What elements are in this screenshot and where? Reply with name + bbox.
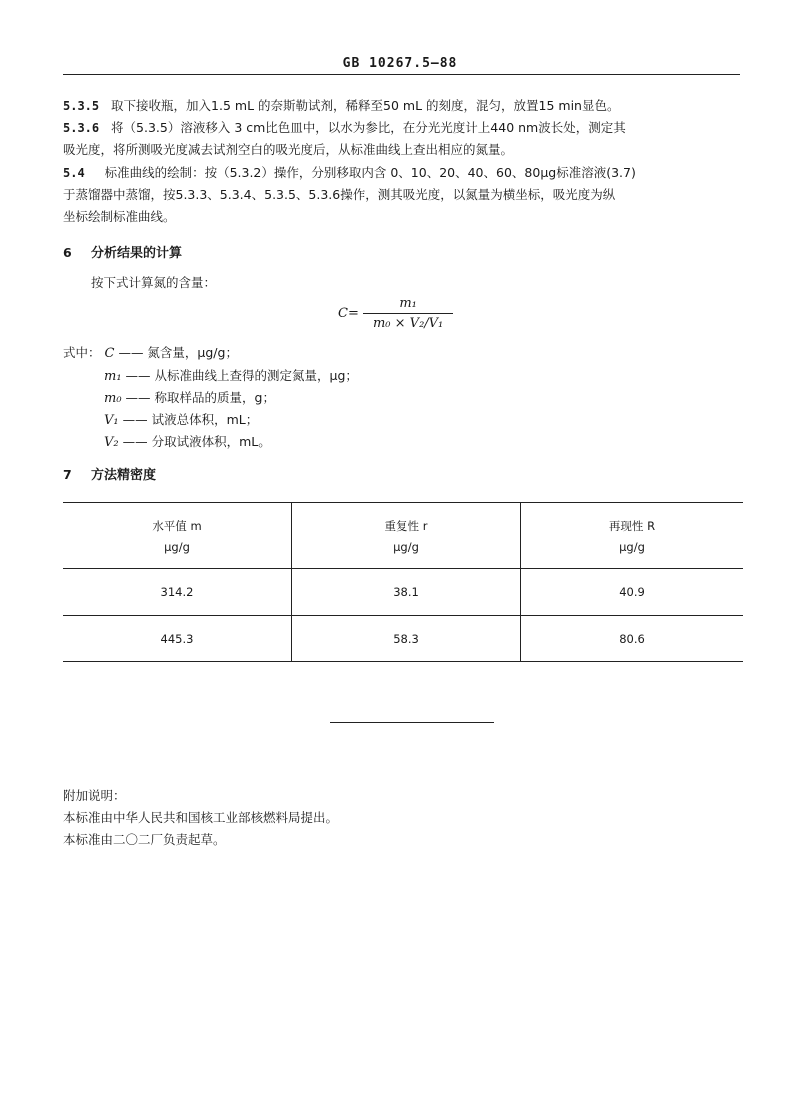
header-cell-reproducibility <box>521 503 744 569</box>
legend-symbol: C <box>104 346 115 361</box>
clause-text: 标准曲线的绘制：按（5.3.2）操作，分别移取内含 0、10、20、40、60、80μg标准溶液(3.7) <box>104 165 636 180</box>
table-cell: 445.3 <box>63 616 292 662</box>
paragraph-5-3-6 <box>63 118 626 138</box>
legend-text: —— 称取样品的质量，g； <box>125 390 275 405</box>
table-header-row <box>63 503 743 569</box>
legend-text: —— 氮含量，μg/g； <box>118 345 238 360</box>
nitrogen-formula <box>338 296 453 331</box>
formula-fraction <box>363 296 453 331</box>
clause-text-continued: 吸光度，将所测吸光度减去试剂空白的吸光度后，从标准曲线上查出相应的氮量。 <box>63 142 514 157</box>
paragraph-5-4 <box>63 163 636 183</box>
header-unit: μg/g <box>393 539 419 554</box>
clause-number: 5.3.5 <box>63 99 100 113</box>
table-row <box>63 569 743 616</box>
notes-line: 本标准由中华人民共和国核工业部核燃料局提出。 <box>63 810 339 825</box>
notes-title: 附加说明： <box>63 788 126 803</box>
table-cell: 314.2 <box>63 569 292 616</box>
legend-symbol: m₁ <box>104 369 122 384</box>
formula-legend-row <box>104 410 258 431</box>
table-row <box>63 616 743 662</box>
table-cell: 58.3 <box>292 616 521 662</box>
section-heading-7 <box>63 465 156 486</box>
formula-legend-row <box>63 343 238 364</box>
clause-text: 将（5.3.5）溶液移入 3 cm比色皿中，以水为参比，在分光光度计上440 nm波长处，测定其 <box>111 120 626 135</box>
table-cell: 80.6 <box>619 631 645 646</box>
clause-text-continued: 于蒸馏器中蒸馏，按5.3.3、5.3.4、5.3.5、5.3.6操作，测其吸光度，以氮量为横坐标，吸光度为纵 <box>63 187 616 202</box>
legend-symbol: m₀ <box>104 391 122 406</box>
section-heading-6 <box>63 243 182 264</box>
formula-legend-row <box>104 432 271 453</box>
clause-number: 5.4 <box>63 166 85 180</box>
header-cell-level <box>63 503 292 569</box>
formula-legend-row <box>104 366 358 387</box>
formula-numerator: m₁ <box>363 296 453 314</box>
legend-text: —— 分取试液体积，mL。 <box>122 434 271 449</box>
header-label: 重复性 r <box>384 518 428 533</box>
legend-symbol: V₂ <box>104 435 119 450</box>
precision-table <box>63 502 743 662</box>
legend-symbol: V₁ <box>104 413 119 428</box>
formula-lhs: C= <box>338 306 359 321</box>
header-label: 再现性 R <box>608 518 656 533</box>
formula-denominator: m₀ × V₂/V₁ <box>372 316 444 331</box>
end-of-standard-rule <box>330 722 494 723</box>
formula-intro: 按下式计算氮的含量： <box>91 275 217 290</box>
section-title: 分析结果的计算 <box>90 246 182 261</box>
clause-text: 取下接收瓶，加入1.5 mL 的奈斯勒试剂，稀释至50 mL 的刻度，混匀，放置15 min显色。 <box>111 98 620 113</box>
clause-number: 5.3.6 <box>63 121 100 135</box>
table-cell: 38.1 <box>292 569 521 616</box>
formula-legend-row <box>104 388 275 409</box>
notes-line: 本标准由二〇二厂负责起草。 <box>63 832 226 847</box>
header-label: 水平值 m <box>152 518 202 533</box>
table-cell: 40.9 <box>619 585 645 599</box>
legend-text: —— 试液总体积，mL； <box>122 412 259 427</box>
section-number: 7 <box>63 467 72 482</box>
legend-prefix: 式中： <box>63 345 101 360</box>
header-cell-repeatability <box>292 503 521 569</box>
standard-code: GB 10267.5—88 <box>342 56 458 71</box>
section-title: 方法精密度 <box>90 468 156 483</box>
header-unit: μg/g <box>164 539 190 554</box>
section-number: 6 <box>63 245 72 260</box>
header-unit: μg/g <box>619 539 645 554</box>
header-rule <box>63 74 740 75</box>
paragraph-5-3-5 <box>63 96 619 116</box>
legend-text: —— 从标准曲线上查得的测定氮量，μg； <box>125 368 358 383</box>
clause-text-continued: 坐标绘制标准曲线。 <box>63 209 176 224</box>
